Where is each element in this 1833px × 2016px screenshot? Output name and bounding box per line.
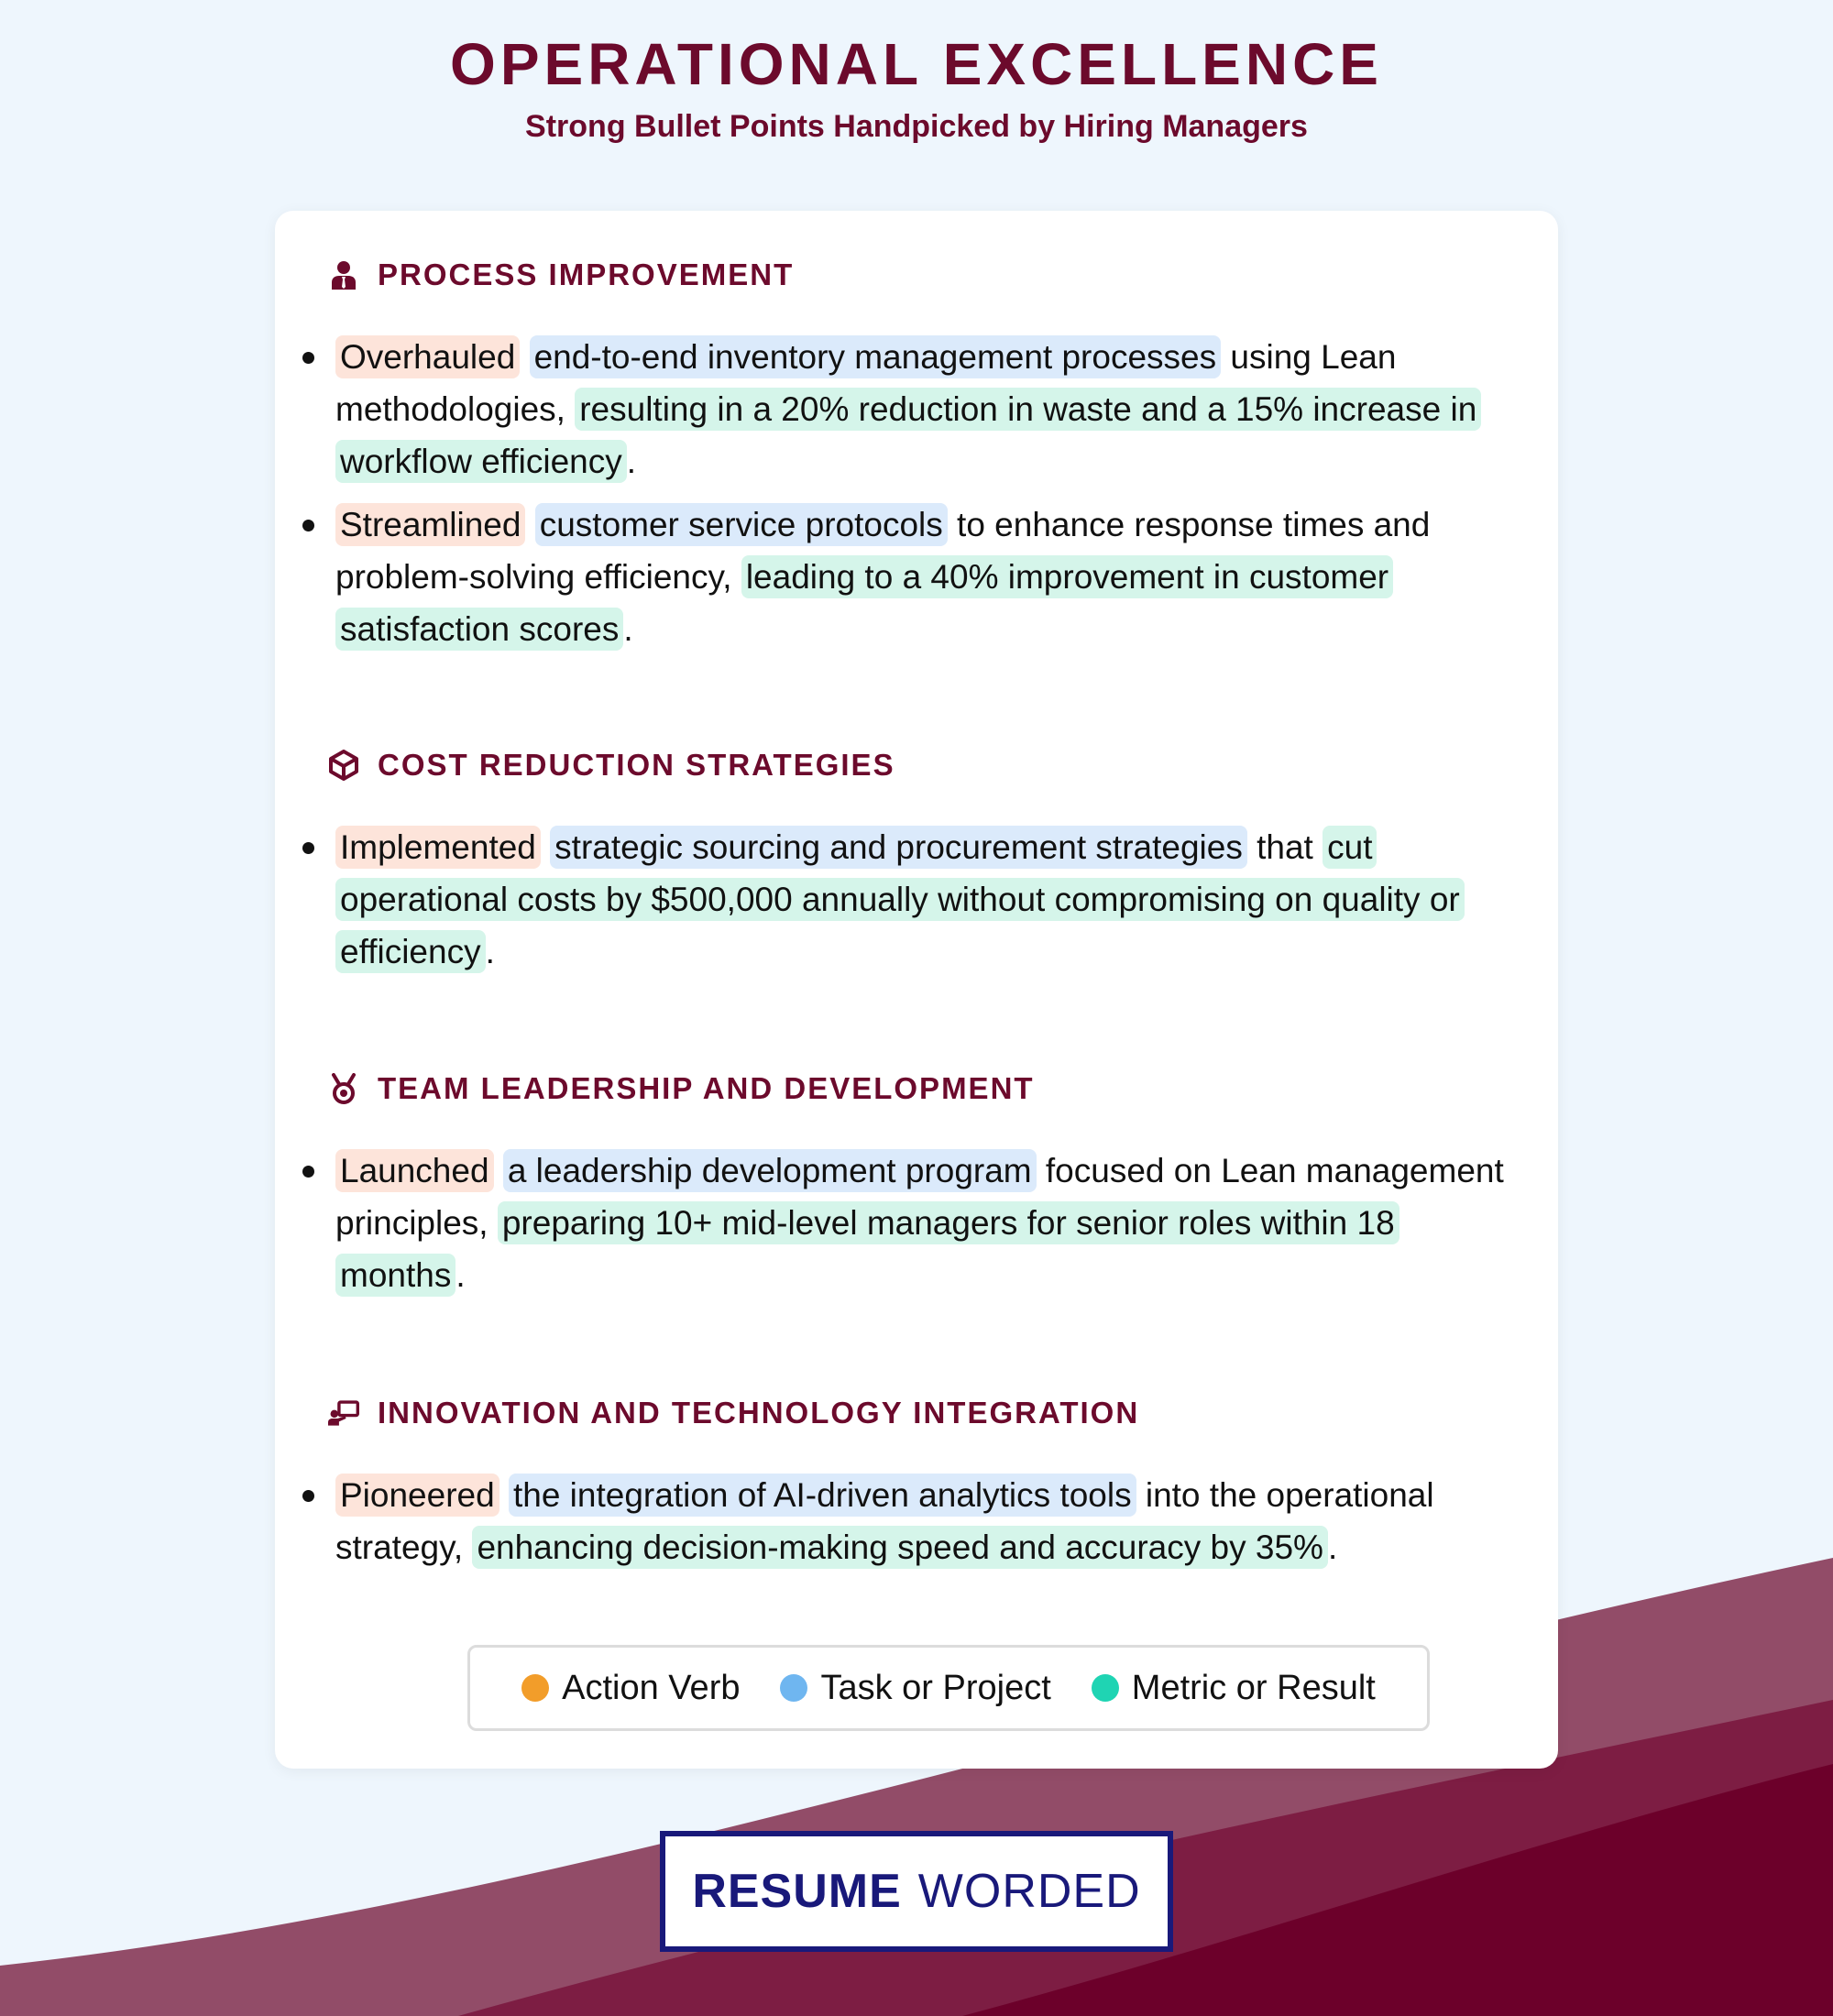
- connector-text: into the operational strategy,: [335, 1476, 1434, 1566]
- action-verb: Pioneered: [335, 1474, 499, 1517]
- bullet-dot: [302, 352, 314, 364]
- legend-dot-action: [521, 1674, 549, 1702]
- bullet-end: .: [1327, 1528, 1338, 1566]
- brand-word-worded: WORDED: [917, 1865, 1141, 1918]
- action-verb: Launched: [335, 1149, 494, 1192]
- legend-item-metric: [1092, 1669, 1376, 1708]
- bullets-card: [275, 211, 1558, 1769]
- action-verb: Streamlined: [335, 503, 525, 546]
- metric-phrase: cut operational costs by $500,000 annually without compromising on quality or efficiency: [335, 826, 1465, 973]
- action-verb: Implemented: [335, 826, 541, 869]
- page-header: [0, 27, 1833, 148]
- task-phrase: a leadership development program: [503, 1149, 1037, 1192]
- bullet-dot: [302, 1166, 314, 1178]
- bullet-item: [275, 821, 1558, 978]
- bullet-item: [275, 1145, 1558, 1301]
- action-verb: Overhauled: [335, 335, 520, 378]
- brand-logo[interactable]: [660, 1831, 1173, 1952]
- section-title: PROCESS IMPROVEMENT: [378, 257, 795, 291]
- metric-phrase: leading to a 40% improvement in customer satisfaction scores: [335, 555, 1393, 651]
- section-title: INNOVATION AND TECHNOLOGY INTEGRATION: [378, 1396, 1140, 1430]
- connector-text: focused on Lean management principles,: [335, 1152, 1504, 1242]
- legend-dot-task: [780, 1674, 807, 1702]
- connector-text: to enhance response times and problem-solving efficiency,: [335, 506, 1431, 596]
- bullet-end: .: [485, 933, 495, 970]
- bullet-dot: [302, 842, 314, 854]
- bullet-item: [275, 1469, 1558, 1573]
- highlight-legend: [467, 1645, 1430, 1731]
- bullet-end: .: [626, 443, 637, 480]
- legend-item-action: [521, 1669, 740, 1708]
- task-phrase: end-to-end inventory management processes: [530, 335, 1222, 378]
- bullet-dot: [302, 520, 314, 531]
- bullet-list: [275, 821, 1558, 989]
- section-header: [328, 1390, 1139, 1436]
- legend-item-task: [780, 1669, 1050, 1708]
- bullet-list: [275, 331, 1558, 666]
- section-header: [328, 742, 895, 788]
- section-header: [328, 252, 794, 298]
- person-tie-icon: [328, 259, 359, 290]
- brand-word-resume: RESUME: [692, 1865, 902, 1918]
- bullet-end: .: [623, 610, 633, 648]
- bullet-list: [275, 1145, 1558, 1312]
- page-subtitle: Strong Bullet Points Handpicked by Hiring Managers: [525, 109, 1308, 144]
- bullet-end: .: [456, 1256, 466, 1294]
- bullet-item: [275, 331, 1558, 488]
- medal-icon: [328, 1073, 359, 1104]
- page-title: OPERATIONAL EXCELLENCE: [450, 31, 1383, 97]
- legend-dot-metric: [1092, 1674, 1119, 1702]
- metric-phrase: enhancing decision-making speed and accuracy by 35%: [472, 1526, 1328, 1569]
- section-header: [328, 1066, 1035, 1112]
- legend-label: Action Verb: [562, 1668, 741, 1707]
- presenter-screen-icon: [328, 1397, 359, 1429]
- metric-phrase: resulting in a 20% reduction in waste and a 15% increase in workflow efficiency: [335, 388, 1481, 483]
- section-title: COST REDUCTION STRATEGIES: [378, 748, 895, 782]
- task-phrase: customer service protocols: [535, 503, 948, 546]
- connector-text: that: [1257, 828, 1313, 866]
- section-title: TEAM LEADERSHIP AND DEVELOPMENT: [378, 1071, 1035, 1105]
- bullet-dot: [302, 1490, 314, 1502]
- legend-label: Task or Project: [820, 1668, 1051, 1707]
- legend-label: Metric or Result: [1131, 1668, 1376, 1707]
- connector-text: using Lean methodologies,: [335, 338, 1397, 428]
- bullet-list: [275, 1469, 1558, 1584]
- task-phrase: the integration of AI-driven analytics tools: [509, 1474, 1136, 1517]
- cube-icon: [328, 750, 359, 781]
- metric-phrase: preparing 10+ mid-level managers for senior roles within 18 months: [335, 1201, 1399, 1297]
- bullet-item: [275, 499, 1558, 655]
- task-phrase: strategic sourcing and procurement strategies: [550, 826, 1247, 869]
